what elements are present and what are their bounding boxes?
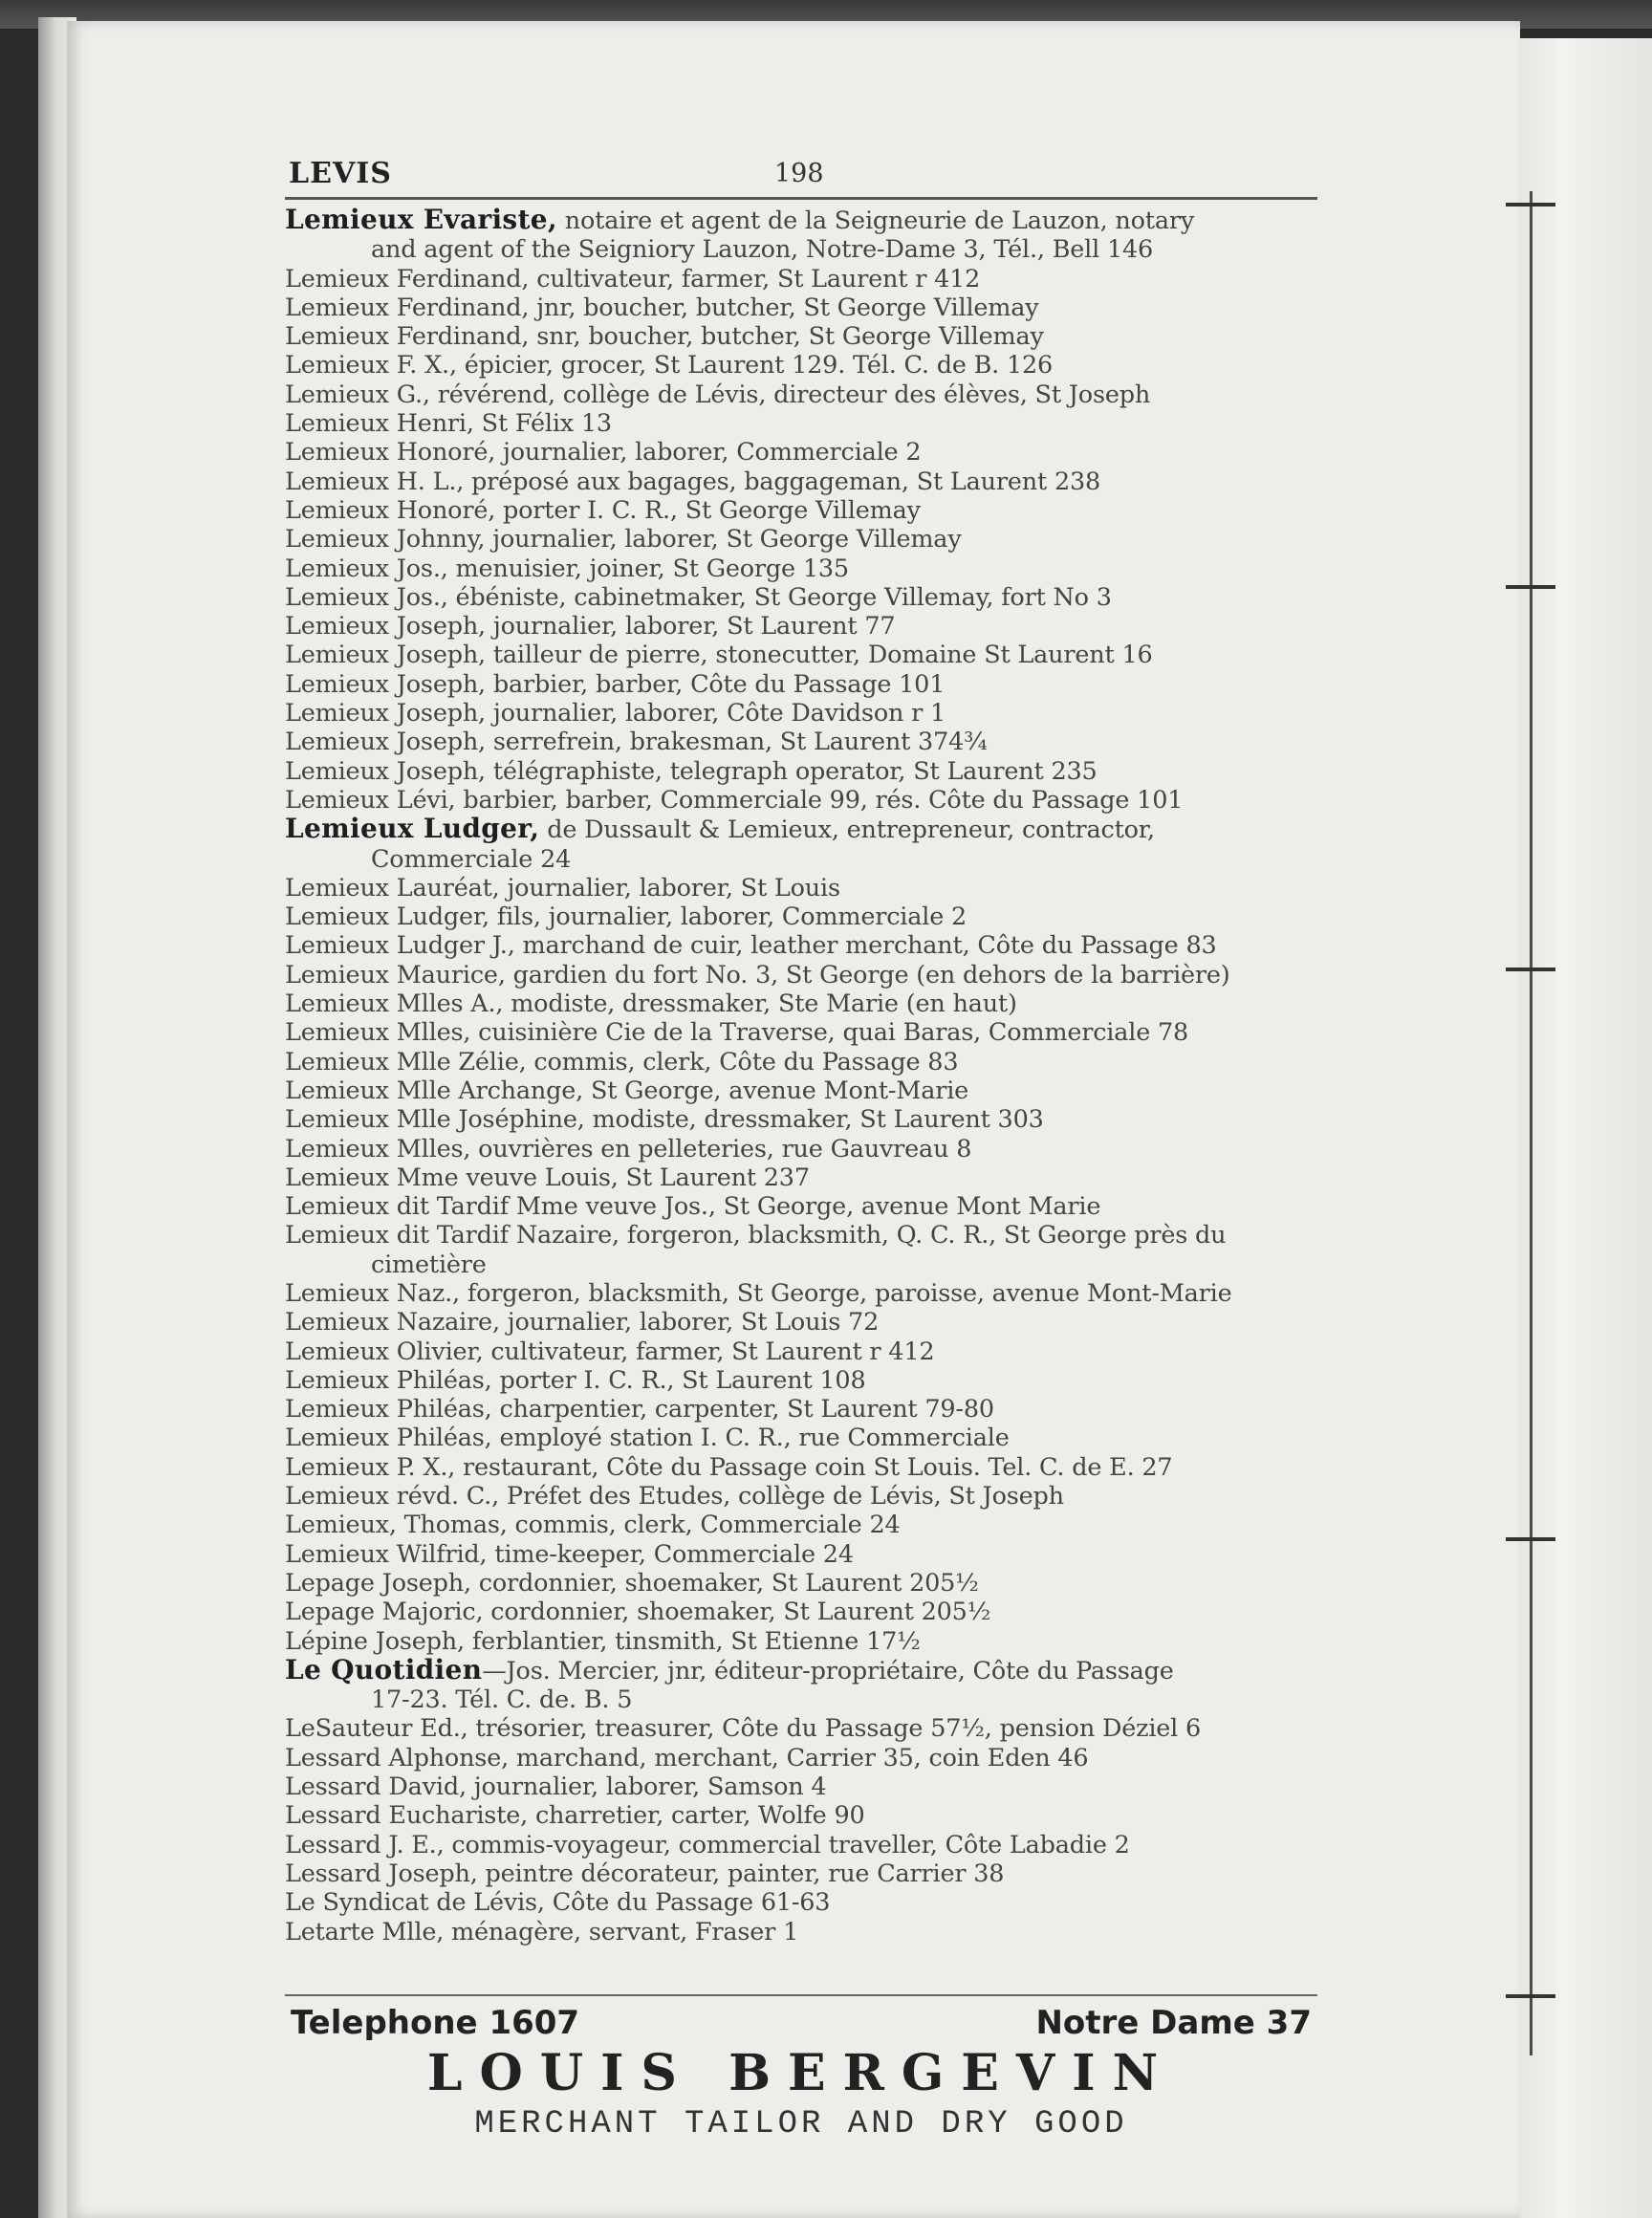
entry-name: Lemieux H. L.,: [285, 467, 465, 496]
entry-details: Préfet des Etudes, collège de Lévis, St Joseph: [499, 1482, 1064, 1511]
directory-entry: [285, 1018, 1317, 1047]
directory-entry: [285, 1656, 1317, 1715]
entry-details: journalier, laborer, Samson 4: [466, 1772, 827, 1802]
directory-entry: [285, 1511, 1317, 1539]
directory-entry: [285, 1192, 1317, 1221]
directory-entry: [285, 496, 1317, 525]
entry-name: Lemieux dit Tardif Mme veuve Jos.,: [285, 1192, 716, 1222]
entry-details: cordonnier, shoemaker, St Laurent 205½: [470, 1568, 979, 1598]
entry-details: time-keeper, Commerciale 24: [487, 1539, 854, 1569]
entry-name: Lemieux F. X.,: [285, 351, 457, 381]
directory-entry: [285, 1163, 1317, 1192]
entry-name: LeSauteur Ed.,: [285, 1714, 468, 1744]
directory-entry: [285, 757, 1317, 786]
entry-details: porter I. C. R., St George Villemay: [495, 495, 921, 525]
entry-name: Lemieux Lauréat,: [285, 873, 500, 902]
entry-name: Le Quotidien: [285, 1655, 483, 1685]
directory-entry: [285, 554, 1317, 583]
entry-name: Lemieux Philéas,: [285, 1424, 492, 1453]
entry-details: commis-voyageur, commercial traveller, Côte Labadie 2: [444, 1830, 1130, 1859]
entry-name: Lemieux Maurice,: [285, 960, 506, 989]
directory-entry: [285, 670, 1317, 699]
entry-name: Lessard Eucharistе,: [285, 1801, 529, 1831]
directory-entry: [285, 1308, 1317, 1337]
directory-entry: [285, 1714, 1317, 1743]
ad-telephone: Telephone 1607: [291, 2004, 580, 2042]
directory-entry: [285, 815, 1317, 874]
binding-mark: [1506, 203, 1555, 207]
entry-details: jnr, boucher, butcher, St George Villemay: [529, 293, 1039, 322]
entry-name: Le Syndicat de Lévis,: [285, 1888, 545, 1918]
entry-name: Lemieux Olivier,: [285, 1337, 484, 1366]
entry-details: Côte du Passage 61-63: [544, 1888, 831, 1918]
entry-name: Lemieux Evariste,: [285, 206, 557, 235]
page-number: 198: [774, 159, 824, 188]
directory-entry: [285, 1482, 1317, 1511]
entry-name: Lemieux dit Tardif Nazaire,: [285, 1221, 620, 1250]
advertisement: [285, 1994, 1317, 2142]
entry-name: Lessard Joseph,: [285, 1859, 478, 1888]
directory-entry: [285, 409, 1317, 438]
entry-details: journalier, laborer, Commerciale 2: [495, 438, 922, 468]
directory-entry: [285, 583, 1317, 612]
directory-entry: [285, 1540, 1317, 1569]
binding-mark: [1506, 968, 1555, 971]
entry-details: employé station I. C. R., rue Commerciale: [491, 1424, 1010, 1453]
entry-name: Lemieux Wilfrid,: [285, 1539, 488, 1569]
directory-entry: [285, 1366, 1317, 1395]
entry-details: journalier, laborer, Côte Davidson r 1: [485, 699, 946, 728]
entry-details: de Dussault & Lemieux, entrepreneur, contractor,: [539, 815, 1155, 845]
directory-entry: [285, 1744, 1317, 1772]
binding-mark: [1506, 585, 1555, 589]
entry-details: forgeron, blacksmith, St George, paroisse, avenue Mont-Marie: [459, 1278, 1232, 1308]
entry-name: Lemieux Mlle Zélie,: [285, 1047, 527, 1076]
directory-entry: [285, 438, 1317, 467]
entry-details: snr, boucher, butcher, St George Villemay: [529, 322, 1044, 352]
directory-entry: [285, 1048, 1317, 1076]
ad-contact-row: [285, 2004, 1317, 2042]
entry-name: Lemieux Nazaire,: [285, 1308, 500, 1337]
entry-details: barbier, barber, Commerciale 99, rés. Côte du Passage 101: [455, 785, 1184, 815]
entry-details: marchand, merchant, Carrier 35, coin Eden 46: [509, 1743, 1089, 1772]
entry-details: cultivateur, farmer, St Laurent r 412: [483, 1337, 935, 1366]
entry-name: Lemieux Joseph,: [285, 612, 486, 641]
entry-name: Lemieux Jos.,: [285, 582, 448, 612]
entry-details: commis, clerk, Commerciale 24: [507, 1511, 901, 1540]
directory-entry: [285, 1453, 1317, 1482]
directory-entry: [285, 1569, 1317, 1598]
entry-details: ménagère, servant, Fraser 1: [444, 1917, 799, 1946]
entry-name: Lépine Joseph,: [285, 1626, 465, 1656]
entry-details: restaurant, Côte du Passage coin St Louis. Tel. C. de E. 27: [455, 1452, 1173, 1482]
directory-entry: [285, 728, 1317, 756]
directory-entry: [285, 699, 1317, 728]
entry-name: Lemieux Joseph,: [285, 728, 486, 757]
entry-name: Lemieux Philéas,: [285, 1395, 492, 1424]
entry-details: St George, avenue Mont-Marie: [583, 1076, 969, 1105]
directory-entry: [285, 1337, 1317, 1366]
entry-details: ferblantier, tinsmith, St Etienne 17½: [464, 1626, 921, 1656]
directory-entry: [285, 351, 1317, 380]
entry-details: —Jos. Mercier, jnr, éditeur-propriétaire, Côte du Passage: [482, 1656, 1174, 1685]
entry-name: Lemieux Joseph,: [285, 641, 486, 670]
binding-mark: [1506, 1537, 1555, 1541]
entry-name: Lemieux Mlles,: [285, 1018, 471, 1048]
ad-tagline: MERCHANT TAILOR AND DRY GOOD: [474, 2106, 1128, 2142]
directory-entry: [285, 931, 1317, 960]
entry-name: Lemieux Mlle Joséphine,: [285, 1105, 585, 1135]
entry-details: forgeron, blacksmith, Q. C. R., St George près du: [619, 1221, 1227, 1250]
entry-name: Lemieux, Thomas,: [285, 1511, 508, 1540]
entry-name: Lemieux Ferdinand,: [285, 264, 530, 294]
entry-continuation: Commerciale 24: [371, 844, 572, 874]
entry-details: journalier, laborer, St Louis 72: [499, 1308, 880, 1337]
entry-name: Lemieux Henri,: [285, 409, 474, 439]
entry-details: gardien du fort No. 3, St George (en dehors de la barrière): [505, 960, 1230, 989]
entry-details: barbier, barber, Côte du Passage 101: [485, 669, 946, 699]
entry-continuation: 17-23. Tél. C. de. B. 5: [371, 1685, 633, 1715]
entry-details: St Félix 13: [473, 409, 612, 439]
page-header: [285, 153, 1317, 200]
directory-entry: [285, 1279, 1317, 1308]
entry-name: Lemieux Lévi,: [285, 785, 456, 815]
ad-address: Notre Dame 37: [1035, 2004, 1312, 2042]
directory-entry: [285, 786, 1317, 815]
directory-entry: [285, 294, 1317, 322]
entry-details: ébéniste, cabinetmaker, St George Villemay, fort No 3: [447, 582, 1112, 612]
entry-details: marchand de cuir, leather merchant, Côte du Passage 83: [514, 931, 1217, 961]
entry-name: Lemieux Mlles A.,: [285, 989, 504, 1019]
entry-name: Lemieux Mme veuve Louis,: [285, 1163, 619, 1192]
entry-details: journalier, laborer, St Louis: [499, 873, 840, 902]
entry-name: Lepage Majoric,: [285, 1598, 484, 1627]
directory-entry: [285, 1627, 1317, 1656]
entry-name: Lemieux Joseph,: [285, 699, 486, 728]
entry-continuation: cimetière: [371, 1250, 487, 1279]
entry-details: épicier, grocer, St Laurent 129. Tél. C. de B. 126: [456, 351, 1054, 381]
directory-entry: [285, 902, 1317, 931]
entry-name: Lessard J. E.,: [285, 1830, 445, 1859]
directory-entry: [285, 641, 1317, 669]
entry-details: modiste, dressmaker, St Laurent 303: [584, 1105, 1044, 1135]
entry-details: fils, journalier, laborer, Commerciale 2: [489, 902, 967, 932]
directory-entry: [285, 1395, 1317, 1424]
entry-name: Letarte Mlle,: [285, 1917, 445, 1946]
directory-entry: [285, 874, 1317, 902]
directory-entry: [285, 525, 1317, 554]
directory-entry: [285, 1801, 1317, 1830]
entry-details: cordonnier, shoemaker, St Laurent 205½: [483, 1598, 991, 1627]
entry-details: télégraphiste, telegraph operator, St Laurent 235: [485, 756, 1098, 786]
entry-name: Lemieux Ludger J.,: [285, 931, 515, 961]
entry-details: porter I. C. R., St Laurent 108: [491, 1365, 866, 1395]
page-content: [285, 153, 1317, 1946]
directory-entry: [285, 961, 1317, 989]
entry-name: Lemieux révd. C.,: [285, 1482, 499, 1511]
entry-name: Lemieux G.,: [285, 380, 430, 409]
directory-entry: [285, 1105, 1317, 1134]
directory-entry: [285, 322, 1317, 351]
entry-name: Lemieux Johnny,: [285, 525, 486, 554]
entry-details: journalier, laborer, St Laurent 77: [485, 612, 896, 641]
directory-entry: [285, 265, 1317, 294]
directory-entry: [285, 1598, 1317, 1626]
entry-name: Lemieux Honoré,: [285, 495, 496, 525]
entry-name: Lemieux Philéas,: [285, 1365, 492, 1395]
entry-details: modiste, dressmaker, Ste Marie (en haut): [503, 989, 1017, 1019]
directory-entry: [285, 381, 1317, 409]
directory-entry: [285, 989, 1317, 1018]
entry-details: journalier, laborer, St George Villemay: [485, 525, 962, 554]
entry-name: Lemieux Joseph,: [285, 756, 486, 786]
entry-name: Lemieux Mlle Archange,: [285, 1076, 584, 1105]
entry-details: charretier, carter, Wolfe 90: [528, 1801, 865, 1831]
entry-name: Lessard David,: [285, 1772, 467, 1802]
directory-entry: [285, 612, 1317, 641]
ad-business-name: LOUIS BERGEVIN: [426, 2044, 1176, 2102]
running-head: LEVIS: [289, 157, 392, 190]
binding-line: [1530, 191, 1532, 2055]
entry-name: Lemieux Honoré,: [285, 438, 496, 468]
directory-entry: [285, 1918, 1317, 1946]
directory-entry: [285, 1888, 1317, 1917]
entry-details: cuisinière Cie de la Traverse, quai Baras, Commerciale 78: [470, 1018, 1189, 1048]
entry-details: peintre décorateur, painter, rue Carrier 38: [477, 1859, 1005, 1888]
entry-name: Lepage Joseph,: [285, 1568, 471, 1598]
entry-details: menuisier, joiner, St George 135: [447, 554, 849, 583]
entry-details: trésorier, treasurer, Côte du Passage 57½, pension Déziel 6: [467, 1714, 1202, 1744]
entry-details: ouvrières en pelleteries, rue Gauvreau 8: [470, 1134, 972, 1163]
directory-entries: [285, 206, 1317, 1946]
entry-details: tailleur de pierre, stonecutter, Domaine St Laurent 16: [485, 641, 1153, 670]
entry-name: Lessard Alphonse,: [285, 1743, 509, 1772]
entry-name: Lemieux Naz.,: [285, 1278, 460, 1308]
entry-name: Lemieux Joseph,: [285, 669, 486, 699]
entry-name: Lemieux Ludger,: [285, 815, 540, 845]
entry-details: St George, avenue Mont Marie: [715, 1192, 1101, 1222]
directory-entry: [285, 206, 1317, 265]
entry-details: révérend, collège de Lévis, directeur des élèves, St Joseph: [429, 380, 1151, 409]
entry-details: charpentier, carpenter, St Laurent 79-80: [491, 1395, 994, 1424]
entry-details: St Laurent 237: [618, 1163, 810, 1192]
entry-name: Lemieux Ferdinand,: [285, 322, 530, 352]
directory-entry: [285, 1135, 1317, 1163]
directory-entry: [285, 1772, 1317, 1801]
entry-details: cultivateur, farmer, St Laurent r 412: [529, 264, 981, 294]
entry-name: Lemieux Mlles,: [285, 1134, 471, 1163]
entry-details: commis, clerk, Côte du Passage 83: [526, 1047, 959, 1076]
directory-entry: [285, 1859, 1317, 1888]
directory-entry: [285, 1076, 1317, 1105]
entry-name: Lemieux P. X.,: [285, 1452, 456, 1482]
binding-mark: [1506, 1994, 1555, 1998]
entry-details: serrefrein, brakesman, St Laurent 374¾: [485, 728, 988, 757]
page-right-edge: [1520, 38, 1652, 2218]
directory-entry: [285, 1831, 1317, 1859]
entry-details: préposé aux bagages, baggageman, St Laurent 238: [464, 467, 1101, 496]
entry-name: Lemieux Ferdinand,: [285, 293, 530, 322]
directory-entry: [285, 1221, 1317, 1279]
entry-continuation: and agent of the Seigniory Lauzon, Notre-Dame 3, Tél., Bell 146: [371, 235, 1154, 265]
directory-entry: [285, 468, 1317, 496]
entry-name: Lemieux Jos.,: [285, 554, 448, 583]
directory-entry: [285, 1424, 1317, 1452]
entry-name: Lemieux Ludger,: [285, 902, 489, 932]
entry-details: notaire et agent de la Seigneurie de Lauzon, notary: [556, 207, 1195, 235]
